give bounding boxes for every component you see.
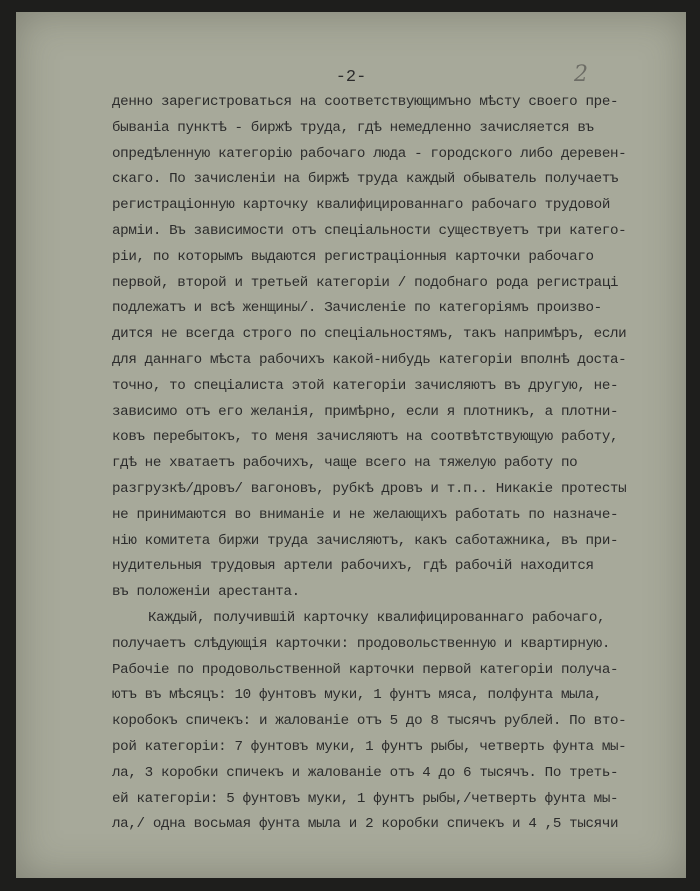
text-line: нію комитета биржи труда зачисляютъ, какъ саботажника, въ при- — [112, 532, 619, 549]
text-line: для даннаго мѣста рабочихъ какой-нибудь категоріи вполнѣ доста- — [112, 351, 627, 368]
typewritten-text — [112, 90, 652, 838]
page-number: -2- — [335, 68, 367, 87]
text-line: дится не всегда строго по спеціальностямъ, такъ напримѣръ, если — [112, 326, 627, 343]
text-line: въ положеніи арестанта. — [112, 584, 300, 601]
text-line: получаетъ слѣдующія карточки: продовольственную и квартирную. — [112, 635, 610, 652]
text-line: ла, 3 коробки спичекъ и жалованіе отъ 4 до 6 тысячъ. По треть- — [112, 764, 619, 781]
text-line: коробокъ спичекъ: и жалованіе отъ 5 до 8 тысячъ рублей. По вто- — [112, 713, 627, 730]
text-line: Рабочіе по продовольственной карточки первой категоріи получа- — [112, 661, 619, 678]
text-line: точно, то спеціалиста этой категоріи зачисляютъ въ другую, не- — [112, 377, 619, 394]
handwritten-page-mark: 2 — [574, 62, 588, 87]
text-line: разгрузкѣ/дровъ/ вагоновъ, рубкѣ дровъ и т.п.. Никакіе протесты — [112, 480, 627, 497]
document-page — [16, 12, 686, 878]
text-line: ріи, по которымъ выдаются регистраціонныя карточки рабочаго — [112, 248, 594, 265]
text-line: ютъ въ мѣсяцъ: 10 фунтовъ муки, 1 фунтъ мяса, полфунта мыла, — [112, 687, 602, 704]
text-line: зависимо отъ его желанія, примѣрно, если я плотникъ, а плотни- — [112, 403, 619, 420]
text-line: нудительныя трудовыя артели рабочихъ, гдѣ рабочій находится — [112, 558, 594, 575]
text-line: денно зарегистроваться на соответствующимъно мѣсту своего пре- — [112, 94, 619, 110]
text-line: ей категоріи: 5 фунтовъ муки, 1 фунтъ рыбы,/четверть фунта мы- — [112, 790, 619, 807]
text-line: гдѣ не хватаетъ рабочихъ, чаще всего на тяжелую работу по — [112, 455, 578, 472]
text-line: первой, второй и третьей категоріи / подобнаго рода регистраці — [112, 274, 619, 291]
text-line: рой категоріи: 7 фунтовъ муки, 1 фунтъ рыбы, четверть фунта мы- — [112, 738, 627, 755]
text-line: опредѣленную категорію рабочаго люда - городского либо деревен- — [112, 145, 627, 162]
text-line: не принимаются во вниманіе и не желающихъ работать по назначе- — [112, 506, 619, 523]
text-line: Каждый, получившій карточку квалифицированнаго рабочаго, — [148, 609, 606, 626]
text-line: регистраціонную карточку квалифицированнаго рабочаго трудовой — [112, 197, 610, 214]
text-line: скаго. По зачисленіи на биржѣ труда каждый обыватель получаетъ — [112, 171, 619, 188]
text-line: подлежатъ и всѣ женщины/. Зачисленіе по категоріямъ произво- — [112, 300, 602, 317]
text-line: арміи. Въ зависимости отъ спеціальности существуетъ три катего- — [112, 222, 627, 239]
text-line: ковъ перебытокъ, то меня зачисляютъ на соотвѣтствующую работу, — [112, 429, 619, 446]
text-line: ла,/ одна восьмая фунта мыла и 2 коробки спичекъ и 4 ,5 тысячи — [112, 816, 619, 833]
text-line: бываніа пунктѣ - биржѣ труда, гдѣ немедленно зачисляется въ — [112, 119, 594, 136]
